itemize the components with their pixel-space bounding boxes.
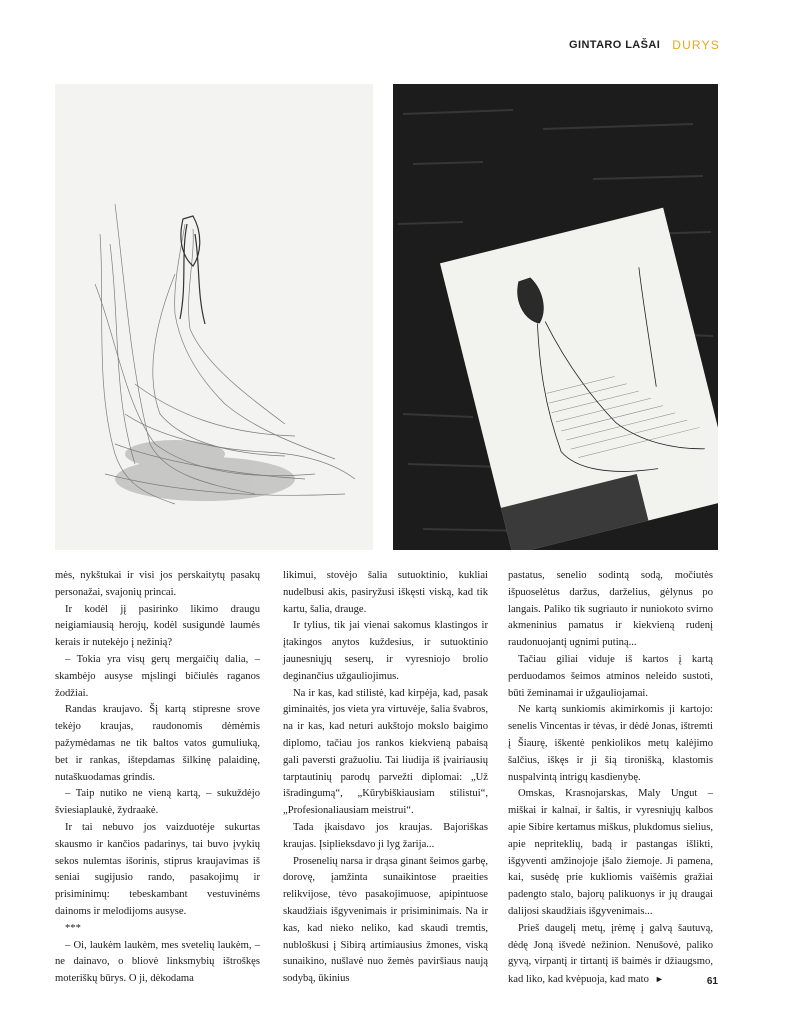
paragraph: Prosenelių narsa ir drąsa ginant šeimos garbę, dorovę, įamžinta sunaikintose praeities relikvijose, tėvo pasakojimuose, apipintuose skaudžiais išgyvenimais ir prisiminimais. Na ir kas, kad nieko neliko, kad skaudi tremtis, nubloškusi į Sibirą artimiausius žmones, viską sunaikino, nušlavė nuo žemės paviršiaus naują sodybą, ūkinius — [283, 855, 488, 985]
paragraph: – Tokia yra visų gerų mergaičių dalia, – skambėjo ausyse mįslingi bičiulės raganos žodžiai. — [55, 653, 260, 699]
text-column-3 — [508, 568, 713, 989]
paragraph: Ir tylius, tik jai vienai sakomus klastingos ir įtakingos anytos kuždesius, ir sutuoktinio jaunesniųjų seserų, ir vyresniojo brolio deginančius užgauliojimus. — [283, 620, 488, 682]
header-author: GINTARO LAŠAI — [569, 39, 661, 51]
page-number: 61 — [706, 976, 718, 987]
illustration-pencil-sketch — [55, 84, 373, 550]
paragraph: Omskas, Krasnojarskas, Maly Ungut – miškai ir kalnai, ir šaltis, ir vyresniųjų kalbos apie Sibire kertamus miškus, plukdomus sielius, apie nepriteklių, badą ir pastangas išlikti, išgyventi amžinojoje įšalo žiemoje. Ji pamena, kai, susėdę prie kukliomis vaišėmis gražiai padengto stalo, bajorų palikuonys ir jų draugai dalijosi skaudžiais išgyvenimais... — [508, 788, 713, 917]
paragraph-text: Prieš daugelį metų, įrėmę į galvą šautuvą, dėdę Joną išvedė nežinion. Nenušovė, paliko gyvą, virpantį ir tirtantį iš baimės ir džiaugsmo, kad liko, kad kvėpuoja, kad mato — [508, 922, 713, 986]
illustration-woodcut-print — [393, 84, 718, 550]
paragraph: likimui, stovėjo šalia sutuoktinio, kukliai nudelbusi akis, pasiryžusi iškęsti viską, kad tik kartu, šalia, drauge. — [283, 570, 488, 615]
continue-arrow-icon: ► — [654, 974, 664, 985]
paragraph: Ne kartą sunkiomis akimirkomis ji kartojo: senelis Vincentas ir tėvas, ir dėdė Jonas, ištremti į Šiaurę, iškentė penkiolikos metų kalėjimo šalčius, iškęs ir ji šią tironišką, klastomis nuspalvintą intrigų kasdienybę. — [508, 704, 713, 783]
paragraph: Tačiau giliai viduje iš kartos į kartą perduodamos šeimos atminos neleido sustoti, būti žeminamai ir užgauliojamai. — [508, 653, 713, 699]
paragraph: Randas kraujavo. Šį kartą stipresne srove tekėjo kraujas, raudonomis dėmėmis pažymėdamas ne tik baltos vatos gumuliuką, bet ir rankas, ištepdamas šilkinę palaidinę, nutaškuodamas grindis. — [55, 704, 260, 783]
paragraph: pastatus, senelio sodintą sodą, močiutės išpuoselėtus daržus, darželius, gėlynus po langais. Paliko tik sugriauto ir nuniokoto svirno akmeninius pamatus ir kiekvieną rudenį raudonuojantį ugnimi putiną... — [508, 570, 713, 649]
header-section: DURYS — [672, 38, 720, 52]
pencil-sketch-drawing — [55, 84, 373, 550]
woodcut-print-drawing — [393, 84, 718, 550]
paragraph: Na ir kas, kad stilistė, kad kirpėja, kad, pasak giminaitės, jos vieta yra virtuvėje, šalia švabros, na ir kas, kad neturi aukštojo mokslo baigimo diplomo, tačiau jos rankos kiekvieną pabaisą gali paversti gražuoliu. Tai liudija iš įvairiausių tarptautinių parodų parvežti diplomai: „Už išradingumą“, „Kūrybiškiausiam stilistui“, „Profesionaliausiam meistrui“. — [283, 687, 488, 817]
paragraph: Tada įkaisdavo jos kraujas. Bajoriškas kraujas. Įsiplieksdavo ji lyg žarija... — [283, 821, 488, 850]
text-column-2 — [283, 568, 488, 988]
paragraph: Ir kodėl jį pasirinko likimo draugu neigiamiausią herojų, kodėl susigundė laumės kerais ir nutekėjo į nežinią? — [55, 603, 260, 649]
paragraph: – Oi, laukėm laukėm, mes svetelių laukėm, – ne dainavo, o bliovė linksmybių ištroškęs moteriškų būrys. O ji, dėkodama — [55, 939, 260, 985]
paragraph: mės, nykštukai ir visi jos perskaitytų pasakų personažai, svajonių princai. — [55, 570, 260, 598]
paragraph: Ir tai nebuvo jos vaizduotėje sukurtas skausmo ir kančios padarinys, tai buvo įvykių sekos nulemtas išorinis, stiprus kraujavimas iš seniai sugijusio rando, pasakojimų ir prisiminimų: tebeskambant vestuvinėms dainoms ir melodijoms ausyse. — [55, 821, 260, 917]
text-column-1 — [55, 568, 260, 988]
section-divider: *** — [65, 922, 81, 934]
paragraph-last — [508, 921, 713, 989]
paragraph: – Taip nutiko ne vieną kartą, – sukuždėjo šviesiaplaukė, žydraakė. — [55, 788, 260, 817]
running-header — [569, 38, 720, 52]
